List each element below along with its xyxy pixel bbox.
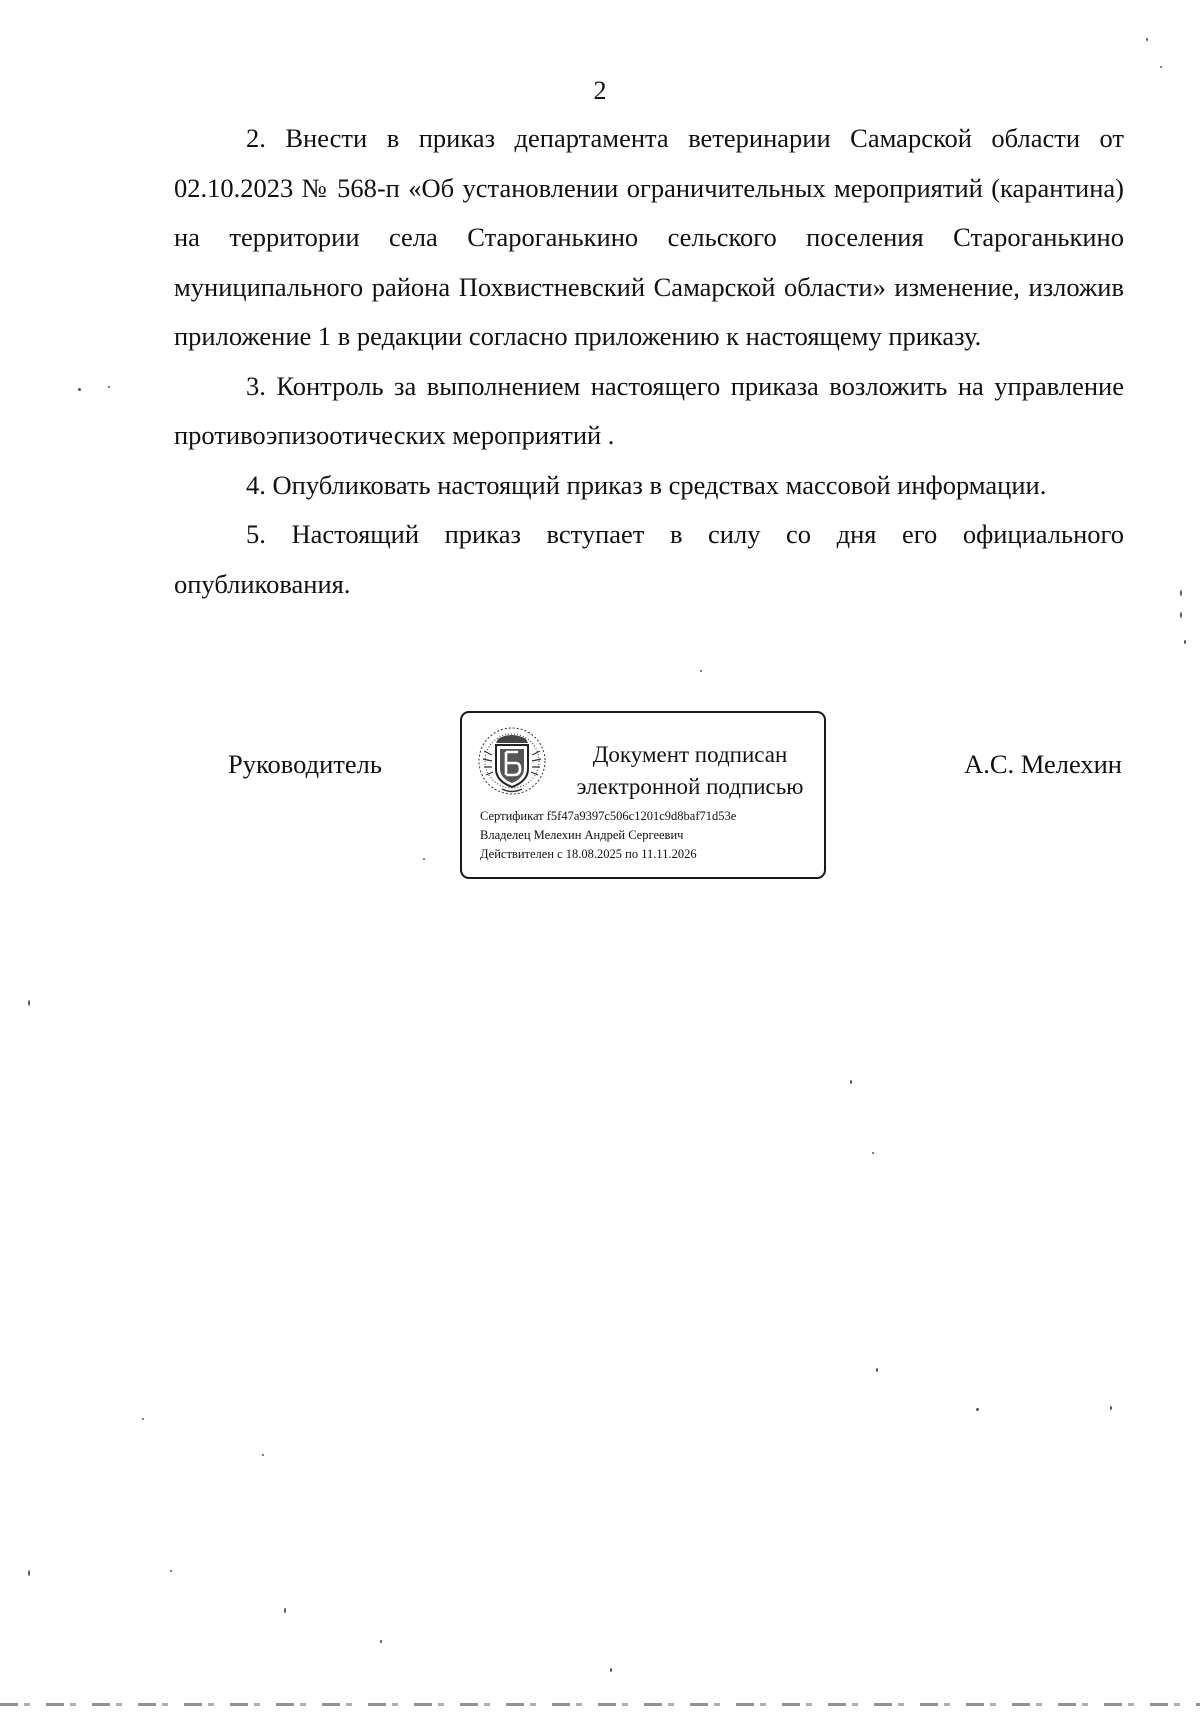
paragraph-4: 4. Опубликовать настоящий приказ в средствах массовой информации. [246, 469, 1047, 500]
scan-bottom-edge [0, 1703, 1200, 1706]
stamp-title-line-1: Документ подписан [592, 742, 788, 767]
scan-speck [1146, 38, 1148, 41]
scan-speck [850, 1080, 852, 1084]
electronic-signature-stamp [460, 711, 826, 879]
scan-speck [78, 388, 81, 391]
stamp-title [562, 739, 818, 803]
scan-speck [142, 1418, 144, 1420]
stamp-owner: Владелец Мелехин Андрей Сергеевич [480, 828, 684, 842]
paragraph-2: 2. Внести в приказ департамента ветеринарии Самарской области от 02.10.2023 № 568-п «Об установлении ограничительных мероприятий (карантина) на территории села Староганькино сельского поселения Староганькино муниципального района Похвистневский Самарской области» изменение, изложив приложение 1 в редакции согласно приложению к настоящему приказу. [174, 123, 1124, 351]
stamp-certificate: Сертификат f5f47a9397c506c1201c9d8baf71d53e [480, 809, 737, 823]
scan-speck [700, 670, 702, 672]
stamp-validity: Действителен с 18.08.2025 по 11.11.2026 [480, 847, 697, 861]
scan-speck [262, 1454, 264, 1456]
scan-speck [876, 1368, 878, 1372]
scan-speck [1180, 590, 1182, 596]
scan-speck [1110, 1406, 1112, 1410]
scan-speck [28, 1570, 30, 1576]
scan-speck [1184, 640, 1186, 644]
scan-speck [108, 386, 110, 388]
scan-speck [28, 1000, 30, 1006]
scan-speck [284, 1608, 286, 1613]
scan-speck [170, 1570, 172, 1572]
scan-speck [1180, 612, 1182, 618]
signatory-name: А.С. Мелехин [964, 749, 1122, 779]
scan-speck [1160, 66, 1162, 68]
stamp-details [480, 807, 820, 864]
signature-block [0, 711, 1200, 881]
signatory-role: Руководитель [228, 749, 382, 779]
scan-speck [423, 858, 425, 860]
coat-of-arms-icon [476, 725, 548, 797]
scan-speck [610, 1668, 612, 1672]
page-number: 2 [593, 76, 607, 105]
scan-speck [976, 1408, 979, 1411]
scan-speck [872, 1152, 874, 1154]
paragraph-5: 5. Настоящий приказ вступает в силу со дня его официального опубликования. [174, 519, 1124, 599]
stamp-title-line-2: электронной подписью [576, 774, 804, 799]
paragraph-3: 3. Контроль за выполнением настоящего приказа возложить на управление противоэпизоотических мероприятий . [174, 370, 1124, 450]
scan-speck [380, 1640, 382, 1643]
document-body [174, 114, 1124, 609]
